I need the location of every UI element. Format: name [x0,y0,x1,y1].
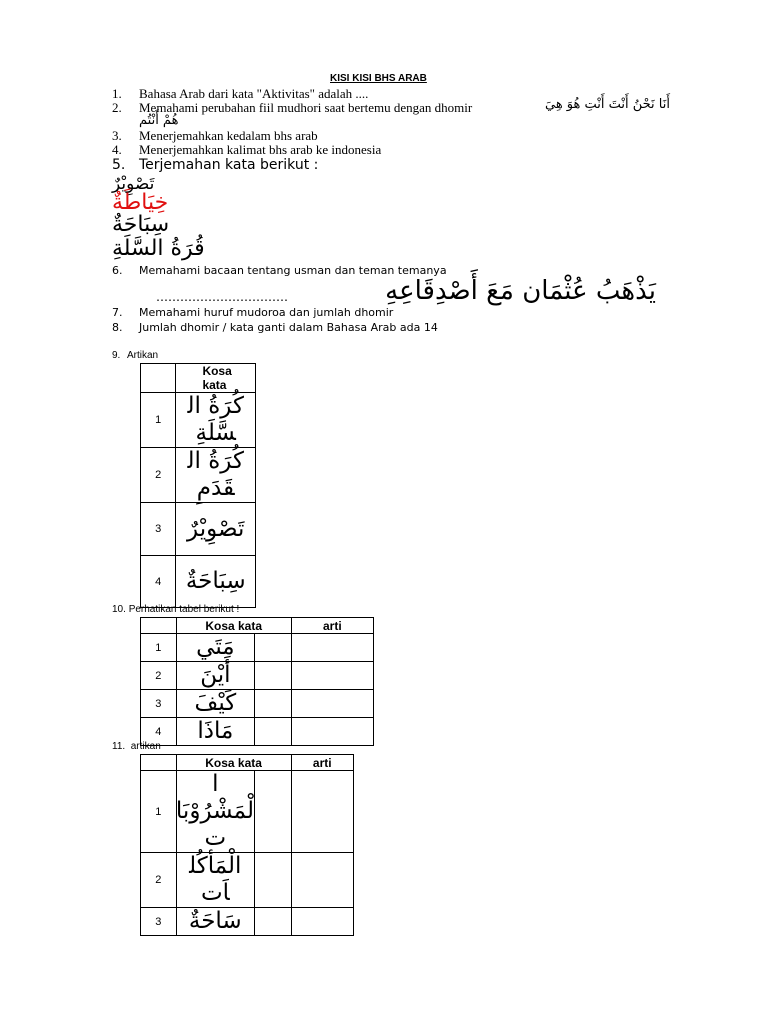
row-blank [254,771,291,853]
word-khiyatah: خِيَاطَةٌ [112,190,169,215]
row-number: 1 [141,771,177,853]
row-meaning [291,690,373,718]
item-text: Memahami bacaan tentang usman dan teman temanya [139,264,447,277]
list-item-8 [112,321,438,334]
row-number: 1 [141,393,176,448]
row-number: 2 [141,853,177,908]
table-header-word: Kosa kata [176,618,291,634]
table-row [141,556,256,608]
table-row [141,393,256,448]
row-meaning [291,718,373,746]
table-row [141,771,354,853]
item-number: 4. [112,142,122,157]
item-number: 6. [112,264,123,277]
row-number: 3 [141,503,176,556]
word-taswir: تَصْوِيْرٌ [112,174,155,194]
list-item-7 [112,306,393,319]
table-row [141,690,374,718]
table-row [141,448,256,503]
page-title: KISI KISI BHS ARAB [330,73,427,84]
item-number: 8. [112,321,123,334]
table-header-meaning: arti [291,755,353,771]
row-blank [254,853,291,908]
row-meaning [291,908,353,936]
row-blank [255,662,292,690]
row-number: 3 [141,908,177,936]
item-number: 7. [112,306,123,319]
word-kuratus-sallah: قُرَةُ السَّلَةِ [112,236,205,261]
row-word: تَصْوِيْرٌ [176,503,256,556]
row-word: الْمَأكُلاَت [176,853,254,908]
table-header-word: Kosa kata [176,755,291,771]
row-blank [255,634,292,662]
item-text: Artikan [127,350,159,361]
item-text: Memahami perubahan fiil mudhori saat bertemu dengan dhomir [139,100,473,115]
row-word: سَاحَةٌ [176,908,254,936]
row-word: مَتَي [176,634,254,662]
row-word: كُرَةُ القَدَمِ [176,448,256,503]
table-header-empty [141,364,176,393]
list-item-5 [112,157,318,173]
table-row [141,662,374,690]
item-text: Perhatikan tabel berikut ! [128,604,240,615]
list-item-10 [112,604,239,615]
row-number: 2 [141,448,176,503]
list-item-11 [112,741,161,752]
row-blank [255,718,292,746]
dhomir-list-line-2: هُمْ أَنْتُم [139,113,179,128]
item-number: 10. [112,604,126,615]
row-blank [255,690,292,718]
item-text: Menerjemahkan kalimat bhs arab ke indonesia [139,142,382,157]
table-header-empty [141,755,177,771]
item-text: Terjemahan kata berikut : [139,157,319,173]
item-number: 9. [112,350,121,361]
item-text: artikan [130,741,161,752]
item-text: Memahami huruf mudoroa dan jumlah dhomir [139,306,394,319]
row-meaning [291,662,373,690]
table-row [141,503,256,556]
table-row [141,634,374,662]
dhomir-list-line-1: أَنَا نَحْنُ أَنْتَ أَنْتِ هُوَ هِيَ [544,97,670,112]
item-number: 5. [112,157,126,173]
table-header-meaning: arti [291,618,373,634]
vocab-table-10 [140,617,374,746]
row-number: 4 [141,718,177,746]
vocab-table-9 [140,363,256,608]
row-number: 1 [141,634,177,662]
table-row [141,718,374,746]
item-number: 11. [112,741,126,752]
row-number: 4 [141,556,176,608]
table-row [141,853,354,908]
row-meaning [291,771,353,853]
item-text: Bahasa Arab dari kata "Aktivitas" adalah .... [139,86,369,101]
row-word: الْمَشْرُوْبَات [175,771,254,851]
list-item-9 [112,350,158,361]
table-header-word: Kosa kata [176,364,256,393]
item-text: Jumlah dhomir / kata ganti dalam Bahasa Arab ada 14 [139,321,438,334]
row-meaning [291,853,353,908]
row-word: كَيْفَ [176,690,254,718]
row-word: كُرَةُ السَّلَةِ [176,393,256,448]
reading-sentence: يَذْهَبُ عُثْمَان مَعَ أَصْدِقَاعِهِ [385,276,656,306]
row-blank [254,908,291,936]
item-number: 2. [112,100,122,115]
row-word: سِبَاحَةٌ [176,556,256,608]
vocab-table-11 [140,754,354,936]
table-header-empty [141,618,177,634]
row-number: 2 [141,662,177,690]
table-row [141,908,354,936]
row-word: أَيْنَ [176,662,254,690]
row-number: 3 [141,690,177,718]
list-item-4 [112,142,381,158]
row-word: مَاذَا [176,718,254,746]
item-number: 3. [112,128,122,143]
item-number: 1. [112,86,122,101]
answer-blank: …………………………… [156,290,288,304]
item-text: Menerjemahkan kedalam bhs arab [139,128,318,143]
row-meaning [291,634,373,662]
word-sibahah: سِبَاحَةٌ [112,212,170,237]
